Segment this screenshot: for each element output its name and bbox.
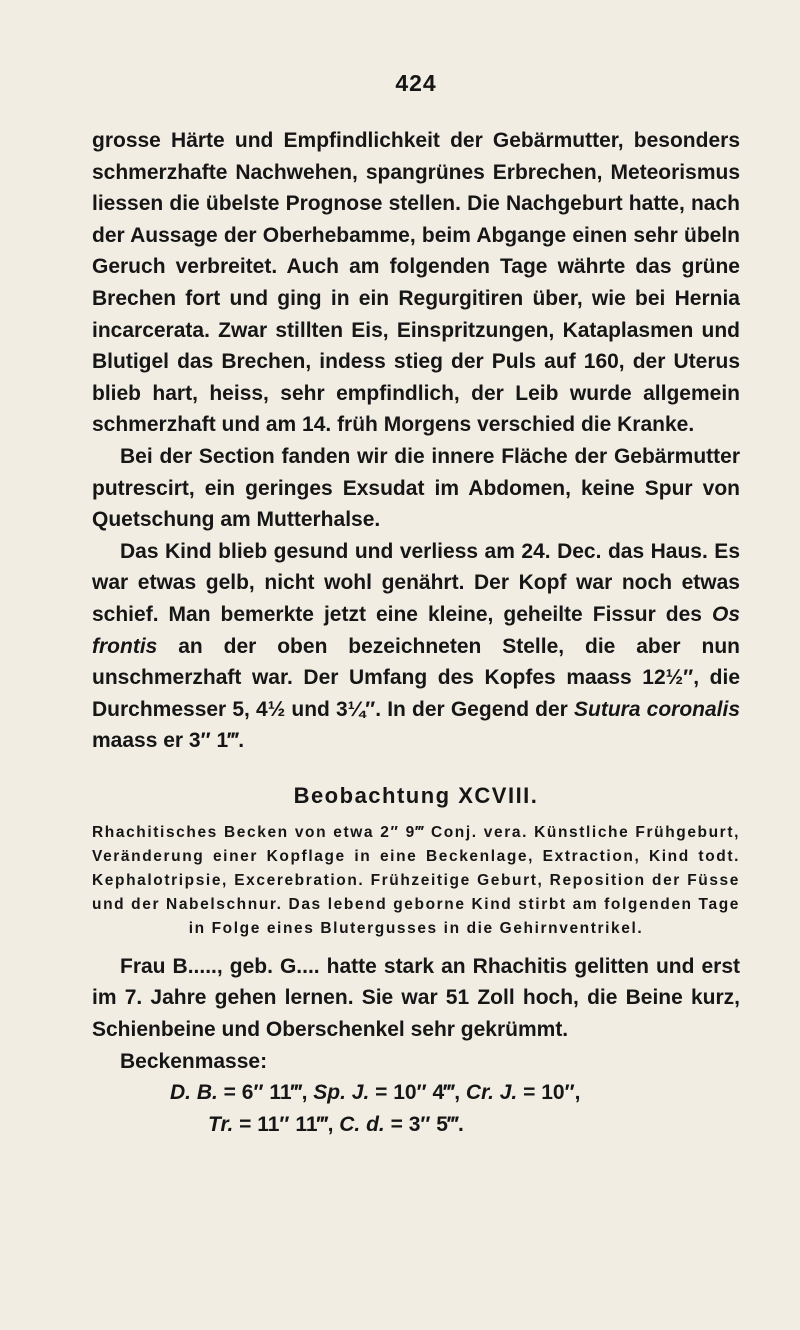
italic-term-sutura-coronalis: Sutura coronalis: [574, 697, 741, 721]
measure-db-value: = 6″ 11‴,: [217, 1081, 314, 1105]
measure-crj-value: = 10″,: [517, 1081, 581, 1105]
paragraph-child: [92, 536, 740, 757]
measure-spj-value: = 10″ 4‴,: [369, 1081, 466, 1105]
text-run: Das Kind blieb gesund und verliess am 24. Dec. das Haus. Es war etwas gelb, nicht wohl genährt. Der Kopf war noch etwas schief. Man bemerkte jetzt eine kleine, geheilte Fissur des: [92, 539, 740, 626]
measures-line-2: [92, 1109, 740, 1141]
italic-term-os-frontis: Os frontis: [92, 602, 740, 658]
measure-cd-label: C. d.: [339, 1112, 385, 1136]
measures-line-1: [92, 1077, 740, 1109]
observation-heading: Beobachtung XCVIII.: [293, 782, 539, 808]
text-run: maass er 3″ 1‴.: [92, 729, 245, 753]
observation-summary: Rhachitisches Becken von etwa 2″ 9‴ Conj. vera. Künstliche Frühgeburt, Veränderung einer Kopflage in eine Beckenlage, Extraction, Kind todt. Kephalotripsie, Excerebration. Frühzeitige Geburt, Reposition der Füsse und der Nabelschnur. Das lebend geborne Kind stirbt am folgenden Tage in Folge eines Blutergusses in die Gehirnventrikel.: [92, 823, 740, 937]
page-number: 424: [395, 70, 437, 96]
measure-crj-label: Cr. J.: [465, 1081, 518, 1105]
measure-spj-label: Sp. J.: [313, 1081, 370, 1105]
measures-label: Beckenmasse:: [120, 1049, 268, 1073]
measure-cd-value: = 3″ 5‴.: [384, 1112, 464, 1136]
measure-tr-value: = 11″ 11‴,: [233, 1112, 340, 1136]
paragraph-section: Bei der Section fanden wir die innere Fläche der Gebärmutter putrescirt, ein geringes Exsudat im Abdomen, keine Spur von Quetschung am Mutterhalse.: [92, 444, 740, 532]
measure-tr-label: Tr.: [208, 1112, 234, 1136]
paragraph-frau-b: Frau B....., geb. G.... hatte stark an Rhachitis gelitten und erst im 7. Jahre gehen lernen. Sie war 51 Zoll hoch, die Beine kurz, Schienbeine und Oberschenkel sehr gekrümmt.: [92, 954, 740, 1042]
paragraph-prognosis: grosse Härte und Empfindlichkeit der Gebärmutter, besonders schmerzhafte Nachwehen, spangrünes Erbrechen, Meteorismus liessen die übelste Prognose stellen. Die Nachgeburt hatte, nach der Aussage der Oberhebamme, beim Abgange einen sehr übeln Geruch verbreitet. Auch am folgenden Tage währte das grüne Brechen fort und ging in ein Regurgitiren über, wie bei Hernia incarcerata. Zwar stillten Eis, Einspritzungen, Kataplasmen und Blutigel das Brechen, indess stieg der Puls auf 160, der Uterus blieb hart, heiss, sehr empfindlich, der Leib wurde allgemein schmerzhaft und am 14. früh Morgens verschied die Kranke.: [92, 129, 740, 437]
measure-db-label: D. B.: [170, 1081, 218, 1105]
text-run: an der oben bezeichneten Stelle, die aber nun unschmerzhaft war. Der Umfang des Kopfes maass 12½″, die Durchmesser 5, 4½ und 3¼″. In der Gegend der: [92, 634, 740, 721]
